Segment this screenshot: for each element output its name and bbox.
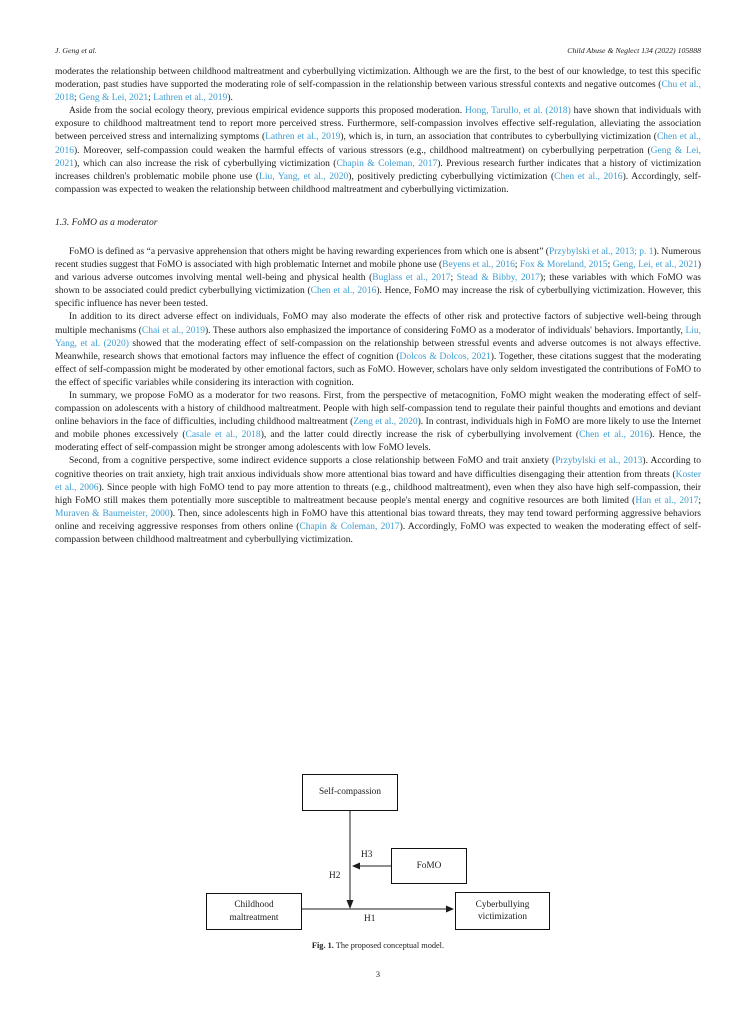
path-label-h3: H3 <box>361 850 373 860</box>
citation-link[interactable]: Chai et al., 2019 <box>141 325 205 336</box>
citation-link[interactable]: Muraven & Baumeister, 2000 <box>55 508 170 519</box>
text-run: ; <box>698 495 701 506</box>
text-run: ). In contrast, individuals high in FoMO are more likely to use the Internet and mobile phones excessively ( <box>55 417 701 441</box>
path-label-h1: H1 <box>364 914 376 924</box>
citation-link[interactable]: Chu et al., 2018 <box>55 80 701 104</box>
text-run: In addition to its direct adverse effect on individuals, FoMO may also moderate the effects of other risk and protective factors of subjective well-being through multiple mechanisms ( <box>55 312 701 336</box>
text-run: ); these variables with which FoMO was shown to be associated could predict cyberbullying victimization ( <box>55 273 701 297</box>
text-run: ). Accordingly, FoMO was expected to weaken the moderating effect of self-compassion between childhood maltreatment and cyberbullying victimization. <box>55 521 701 545</box>
text-run: ; <box>514 260 520 271</box>
text-run: ). Previous research further indicates that a history of victimization increases children's problematic mobile phone use ( <box>55 158 701 182</box>
text-run: ). According to cognitive theories on trait anxiety, high trait anxious individuals show more attentional bias toward and have difficulties disengaging their attention from threats ( <box>55 456 701 480</box>
text-run: have shown that individuals with exposure to childhood maltreatment tend to report more perceived stress. Furthermore, self-compassion involves effective self-regulation, alleviating the association between perceived stress and internalizing symptoms ( <box>55 106 701 143</box>
citation-link[interactable]: Chen et al., 2016 <box>310 286 377 297</box>
text-run: In summary, we propose FoMO as a moderator for two reasons. First, from the perspective of metacognition, FoMO might weaken the moderating effect of self-compassion on adolescents with a history of childhood maltreatment. People with high self-compassion tend to regulate their painful thoughts and emotions and deviant online behaviors in the face of difficulties, including childhood maltreatment ( <box>55 390 701 428</box>
text-run: ; <box>74 93 80 104</box>
text-run: ; <box>607 260 613 271</box>
path-label-h2: H2 <box>329 871 341 881</box>
paragraph <box>55 246 701 311</box>
paragraph <box>55 390 701 455</box>
paragraph <box>55 311 701 390</box>
citation-link[interactable]: Chapin & Coleman, 2017 <box>299 521 400 532</box>
paragraph <box>55 455 701 547</box>
citation-link[interactable]: Han et al., 2017 <box>635 495 699 506</box>
text-run: ). Hence, the moderating effect of self-compassion might be stronger among adolescents with low FoMO levels. <box>55 430 702 454</box>
node-childhood-maltreatment: Childhood maltreatment <box>206 893 302 930</box>
node-cyberbullying-victimization: Cyberbullying victimization <box>455 892 550 930</box>
citation-link[interactable]: Casale et al., 2018 <box>185 430 261 441</box>
text-run: ). Numerous recent studies suggest that FoMO is associated with high problematic Internet and mobile phone use ( <box>55 246 701 271</box>
citation-link[interactable]: Chapin & Coleman, 2017 <box>336 158 438 169</box>
citation-link[interactable]: Chen et al., 2016 <box>554 171 623 182</box>
text-run: ). Moreover, self-compassion could weaken the harmful effects of various stressors (e.g., childhood maltreatment) on cyberbullying perpetration ( <box>74 145 651 156</box>
citation-link[interactable]: Koster et al., 2006 <box>55 469 701 493</box>
text-run: Second, from a cognitive perspective, some indirect evidence supports a close relationship between FoMO and trait anxiety ( <box>69 456 556 467</box>
citation-link[interactable]: Przybylski et al., 2013; p. 1 <box>548 246 654 257</box>
citation-link[interactable]: Buglass et al., 2017 <box>372 273 451 284</box>
page-number: 3 <box>375 970 381 979</box>
text-run: ) and various adverse outcomes involving mental well-being and physical health ( <box>55 260 702 284</box>
citation-link[interactable]: Geng, Lei, et al., 2021 <box>612 260 698 271</box>
citation-link[interactable]: Beyens et al., 2016 <box>442 260 515 271</box>
text-run: ). Together, these citations suggest that the moderating effect of self-compassion might be moderated by other emotional factors, such as FoMO. However, scholars have only seldom investigated the contributions of FoMO to the effect of specific variables while considering its interaction with cognition. <box>55 351 701 388</box>
text-run: moderates the relationship between childhood maltreatment and cyberbullying victimization. Although we are the first, to the best of our knowledge, to test this specific moderation, past studies have supported the moderating role of self-compassion in the relationship between various stressful contexts and negative outcomes ( <box>55 67 701 91</box>
citation-link[interactable]: Geng & Lei, 2021 <box>55 145 701 169</box>
citation-link[interactable]: Fox & Moreland, 2015 <box>519 260 608 271</box>
citation-link[interactable]: Liu, Yang, et al. (2020) <box>55 325 702 349</box>
citation-link[interactable]: Zeng et al., 2020 <box>353 417 418 428</box>
article-body <box>55 66 701 547</box>
citation-link[interactable]: Chen et al., 2016 <box>55 132 701 156</box>
running-head-journal: Child Abuse & Neglect 134 (2022) 105888 <box>567 46 701 55</box>
text-run: Aside from the social ecology theory, previous empirical evidence supports this proposed moderation. <box>69 106 466 117</box>
citation-link[interactable]: Lathren et al., 2019 <box>153 93 228 104</box>
citation-link[interactable]: Hong, Tarullo, et al. (2018) <box>465 106 571 117</box>
citation-link[interactable]: Geng & Lei, 2021 <box>79 93 149 104</box>
text-run: ; <box>450 273 457 284</box>
citation-link[interactable]: Chen et al., 2016 <box>579 430 649 441</box>
figure-caption <box>0 941 756 950</box>
text-run: ). These authors also emphasized the importance of considering FoMO as a moderator of individuals' behaviors. Importantly, <box>204 325 686 336</box>
paragraph <box>55 66 701 105</box>
text-run: ), positively predicting cyberbullying victimization ( <box>348 171 555 182</box>
node-self-compassion: Self-compassion <box>302 774 398 811</box>
text-run: ), which is, in turn, an association that contributes to cyberbullying victimization ( <box>340 132 657 143</box>
running-head-author: J. Geng et al. <box>55 46 97 55</box>
figure-caption-text: The proposed conceptual model. <box>335 941 445 950</box>
text-run: ), which can also increase the risk of cyberbullying victimization ( <box>74 158 337 169</box>
citation-link[interactable]: Przybylski et al., 2013 <box>555 456 643 467</box>
citation-link[interactable]: Stead & Bibby, 2017 <box>456 273 540 284</box>
citation-link[interactable]: Liu, Yang, et al., 2020 <box>259 171 349 182</box>
text-run: ). Then, since adolescents high in FoMO have this attentional bias toward threats, they may tend toward performing aggressive behaviors online and receiving aggressive responses from others online ( <box>55 508 701 532</box>
citation-link[interactable]: Lathren et al., 2019 <box>265 132 341 143</box>
text-run: ; <box>148 93 154 104</box>
text-run: FoMO is defined as “a pervasive apprehension that others might be having rewarding experiences from which one is absent” ( <box>69 246 549 257</box>
text-run: showed that the moderating effect of self-compassion on the relationship between stressful events and adverse outcomes is not always effective. Meanwhile, research shows that emotional factors may influence the effect of cognition ( <box>55 338 701 362</box>
node-fomo: FoMO <box>391 848 467 884</box>
text-run: ). Accordingly, self-compassion was expected to weaken the relationship between childhood maltreatment and cyberbullying victimization. <box>55 171 701 195</box>
text-run: ). <box>227 93 233 104</box>
text-run: ). Since people with high FoMO tend to pay more attention to threats (e.g., childhood maltreatment), even when they also have high self-compassion, their high FoMO still makes them potentially more susceptible to maltreatment because people's mental energy and cognitive resources are both limited ( <box>55 482 701 506</box>
citation-link[interactable]: Dolcos & Dolcos, 2021 <box>399 351 491 362</box>
paragraph <box>55 105 701 197</box>
running-head <box>55 46 701 55</box>
figure-caption-label: Fig. 1. <box>311 941 334 950</box>
text-run: ). Hence, FoMO may increase the risk of cyberbullying victimization. However, this specific influence has never been tested. <box>55 286 702 310</box>
section-heading: 1.3. FoMO as a moderator <box>55 217 158 228</box>
text-run: ), and the latter could directly increase the risk of cyberbullying involvement ( <box>260 430 580 441</box>
